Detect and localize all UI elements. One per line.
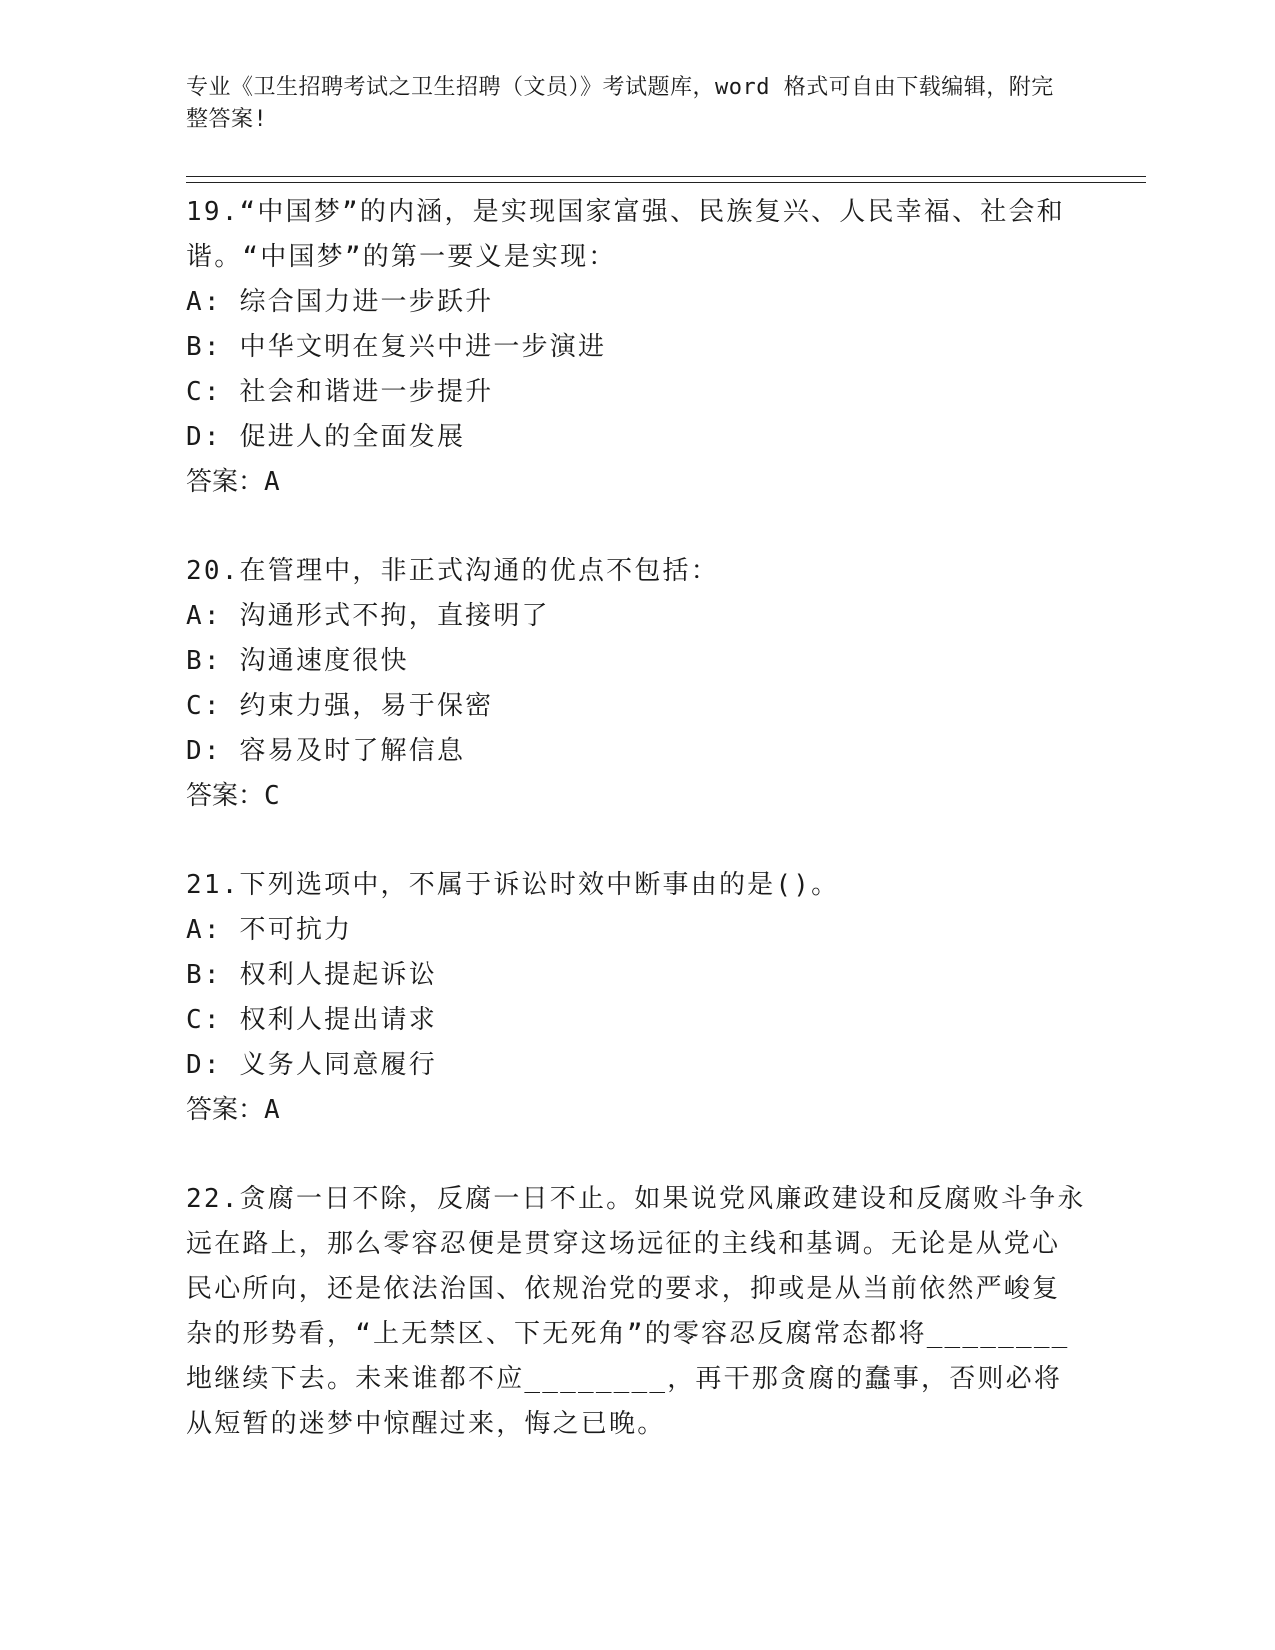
answer-value: A (264, 467, 280, 497)
answer-label: 答案： (186, 467, 265, 497)
option-a: A: 综合国力进一步跃升 (186, 287, 494, 317)
header-divider-top (186, 176, 1146, 177)
option-c: C: 社会和谐进一步提升 (186, 377, 494, 407)
answer-line (186, 774, 1086, 819)
option-a: A: 不可抗力 (186, 915, 353, 945)
answer-line (186, 460, 1086, 505)
question-stem: 22.贪腐一日不除，反腐一日不止。如果说党风廉政建设和反腐败斗争永远在路上，那么零容忍便是贯穿这场远征的主线和基调。无论是从党心民心所向，还是依法治国、依规治党的要求，抑或是从当前依然严峻复杂的形势看，“上无禁区、下无死角”的零容忍反腐常态都将________地继续下去。未来谁都不应________，再干那贪腐的蠢事，否则必将从短暂的迷梦中惊醒过来，悔之已晚。 (186, 1184, 1086, 1439)
question-20 (186, 549, 1086, 819)
answer-value: A (264, 1095, 280, 1125)
option-b: B: 沟通速度很快 (186, 646, 409, 676)
question-stem: 19.“中国梦”的内涵，是实现国家富强、民族复兴、人民幸福、社会和谐。“中国梦”的第一要义是实现： (186, 197, 1065, 272)
option-b: B: 权利人提起诉讼 (186, 960, 437, 990)
option-c: C: 权利人提出请求 (186, 1005, 437, 1035)
question-22 (186, 1177, 1086, 1447)
header-divider-bottom (186, 182, 1146, 183)
answer-line (186, 1088, 1086, 1133)
question-stem: 21.下列选项中，不属于诉讼时效中断事由的是()。 (186, 870, 840, 900)
option-d: D: 促进人的全面发展 (186, 422, 466, 452)
answer-label: 答案： (186, 781, 265, 811)
document-header: 专业《卫生招聘考试之卫生招聘（文员）》考试题库，word 格式可自由下载编辑，附完整答案! (186, 75, 1054, 132)
question-19 (186, 190, 1086, 505)
option-d: D: 容易及时了解信息 (186, 736, 466, 766)
question-21 (186, 863, 1086, 1133)
option-c: C: 约束力强，易于保密 (186, 691, 494, 721)
option-d: D: 义务人同意履行 (186, 1050, 437, 1080)
answer-value: C (264, 781, 280, 811)
question-stem: 20.在管理中，非正式沟通的优点不包括： (186, 556, 719, 586)
option-a: A: 沟通形式不拘，直接明了 (186, 601, 550, 631)
answer-label: 答案： (186, 1095, 265, 1125)
question-list (186, 190, 1086, 1491)
option-b: B: 中华文明在复兴中进一步演进 (186, 332, 607, 362)
